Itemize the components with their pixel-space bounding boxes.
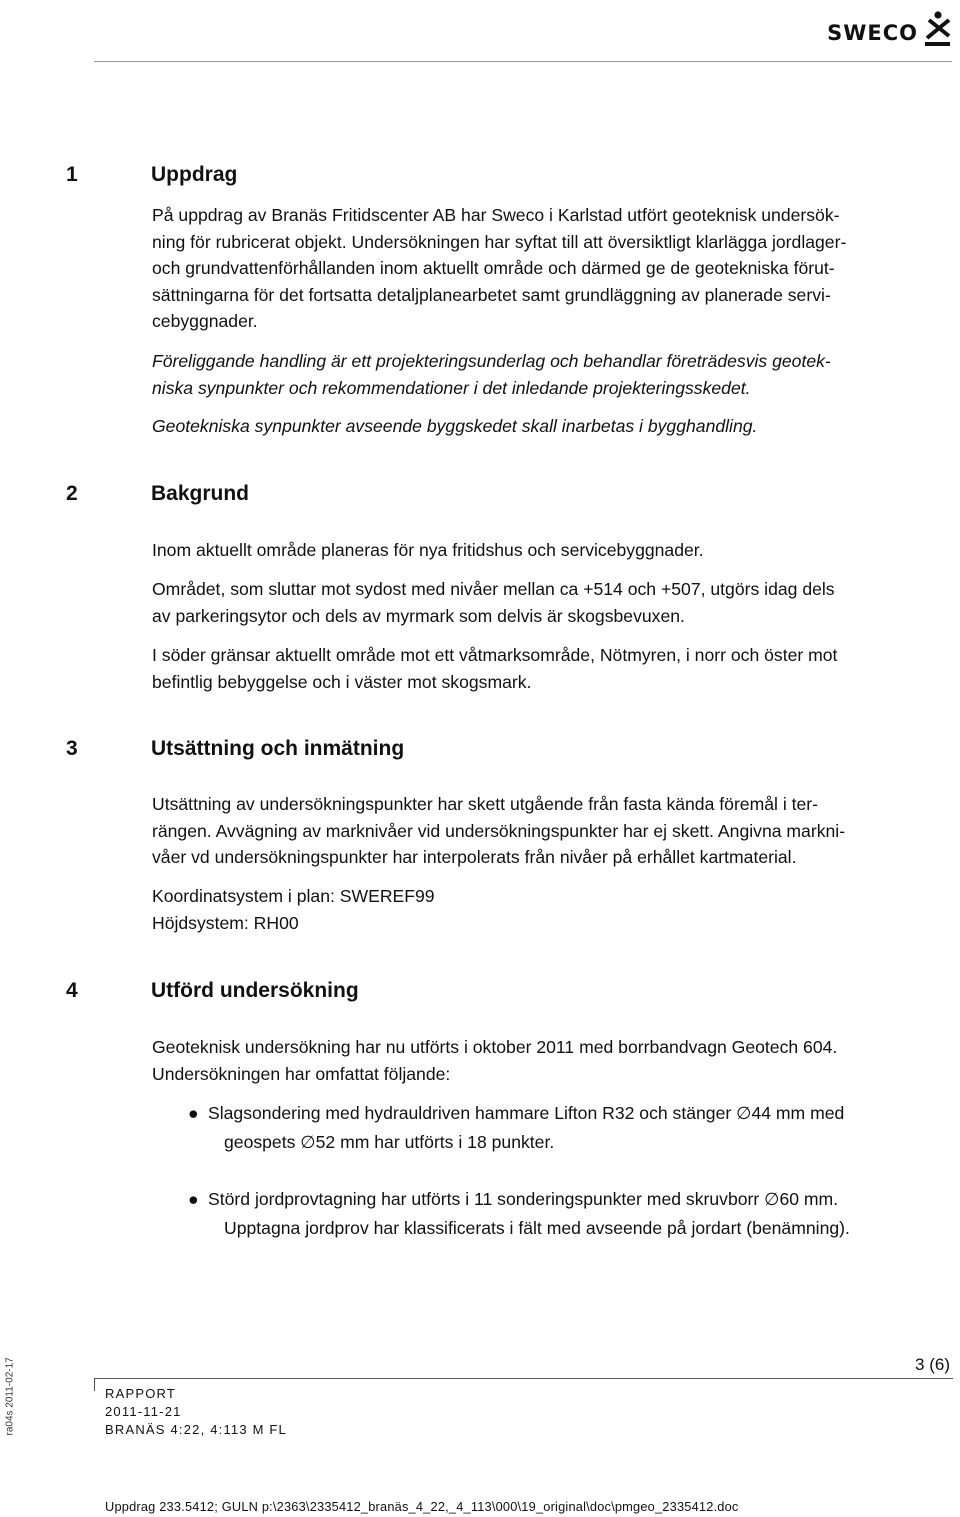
text-line: cebyggnader.	[152, 311, 258, 332]
section-number: 4	[66, 979, 78, 1002]
text-line: Utsättning av undersökningspunkter har skett utgående från fasta kända föremål i ter-	[152, 794, 819, 814]
text-line: våer vd undersökningspunkter har interpolerats från nivåer på erhållet kartmaterial.	[152, 847, 797, 868]
section-number: 3	[66, 737, 78, 760]
bullet-icon: ●	[188, 1189, 199, 1209]
text-line: Föreliggande handling är ett projekteringsunderlag och behandlar företrädesvis geotek-	[152, 351, 831, 371]
text-line: Koordinatsystem i plan: SWEREF99	[152, 886, 435, 906]
paragraph-s3-1	[152, 791, 942, 871]
section-title: Bakgrund	[151, 482, 250, 505]
text-line: Upptagna jordprov har klassificerats i fält med avseende på jordart (benämning).	[224, 1218, 850, 1238]
footer-info	[105, 1385, 287, 1439]
doc-date: 2011-11-21	[105, 1404, 182, 1419]
section-title: Utförd undersökning	[151, 979, 359, 1002]
text-line: Undersökningen har omfattat följande:	[152, 1063, 451, 1084]
header-rule	[94, 61, 952, 62]
paragraph-s1-1	[152, 202, 942, 335]
text-line: Höjdsystem: RH00	[152, 912, 299, 933]
section-number: 2	[66, 482, 78, 505]
text-line: geospets ∅52 mm har utförts i 18 punkter.	[224, 1132, 555, 1152]
text-line: Inom aktuellt område planeras för nya fritidshus och servicebyggnader.	[152, 540, 704, 560]
paragraph-s1-3	[152, 413, 942, 440]
section-title: Uppdrag	[151, 163, 238, 186]
section-title: Utsättning och inmätning	[151, 737, 405, 760]
paragraph-s2-1	[152, 537, 942, 564]
paragraph-s2-3	[152, 642, 942, 695]
project-name: BRANÄS 4:22, 4:113 M FL	[105, 1422, 287, 1437]
text-line: Geoteknisk undersökning har nu utförts i oktober 2011 med borrbandvagn Geotech 604.	[152, 1037, 838, 1057]
file-path: Uppdrag 233.5412; GULN p:\2363\2335412_branäs_4_22,_4_113\000\19_original\doc\pmgeo_2335412.doc	[105, 1499, 739, 1514]
bullet-icon: ●	[188, 1103, 199, 1123]
paragraph-s1-2	[152, 348, 942, 401]
text-line: I söder gränsar aktuellt område mot ett våtmarksområde, Nötmyren, i norr och öster mot	[152, 645, 838, 665]
sweco-logo	[827, 8, 952, 48]
text-line: rängen. Avvägning av marknivåer vid undersökningspunkter har ej skett. Angivna markni-	[152, 820, 846, 841]
text-line: befintlig bebyggelse och i väster mot skogsmark.	[152, 671, 532, 692]
text-line: sättningarna för det fortsatta detaljplanearbetet samt grundläggning av planerade servi-	[152, 284, 831, 305]
text-line: och grundvattenförhållanden inom aktuellt område och därmed ge de geotekniska förut-	[152, 258, 835, 279]
logo-text: SWECO	[827, 21, 918, 45]
paragraph-s3-2	[152, 883, 942, 936]
text-line: Geotekniska synpunkter avseende byggskedet skall inarbetas i bygghandling.	[152, 416, 758, 436]
page-number: 3 (6)	[915, 1355, 950, 1374]
text-line: På uppdrag av Branäs Fritidscenter AB har Sweco i Karlstad utfört geoteknisk undersök-	[152, 205, 840, 225]
text-line: niska synpunkter och rekommendationer i det inledande projekteringsskedet.	[152, 377, 751, 398]
paragraph-s2-2	[152, 576, 942, 629]
form-code: ra04s 2011-02-17	[4, 1357, 16, 1436]
text-line: Området, som sluttar mot sydost med nivåer mellan ca +514 och +507, utgörs idag dels	[152, 579, 835, 599]
sweco-figure-icon	[922, 10, 952, 48]
text-line: Slagsondering med hydrauldriven hammare Lifton R32 och stänger ∅44 mm med	[208, 1103, 845, 1123]
section-number: 1	[66, 163, 78, 186]
doc-type: RAPPORT	[105, 1386, 177, 1401]
text-line: av parkeringsytor och dels av myrmark som delvis är skogsbevuxen.	[152, 605, 685, 626]
paragraph-s4-1	[152, 1034, 942, 1087]
text-line: Störd jordprovtagning har utförts i 11 sonderingspunkter med skruvborr ∅60 mm.	[208, 1189, 839, 1209]
text-line: ning för rubricerat objekt. Undersökningen har syftat till att översiktligt klarlägga jordlager-	[152, 231, 847, 252]
